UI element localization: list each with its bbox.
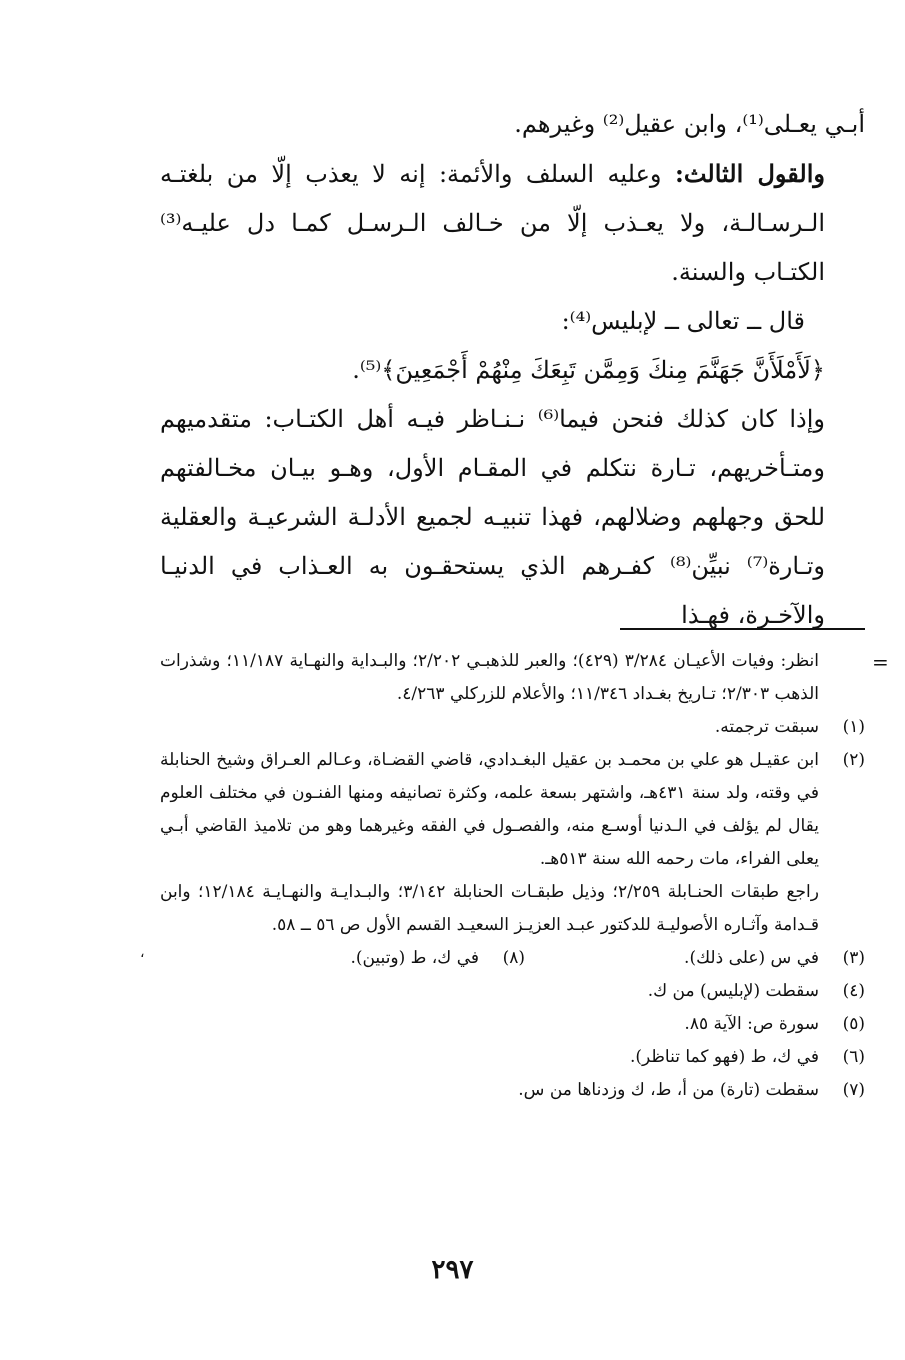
footnote-text: في ك، ط (فهو كما تناظر). <box>629 1047 819 1067</box>
footnote-number: (٦) <box>842 1047 865 1067</box>
footnote-text: سبقت ترجمته. <box>714 717 819 737</box>
footnotes <box>160 645 865 1107</box>
footnote-4 <box>160 975 865 1008</box>
main-text-body <box>160 100 865 640</box>
footnote-5 <box>160 1008 865 1041</box>
footnote-8 <box>185 942 525 975</box>
footnote-6 <box>160 1041 865 1074</box>
third-opinion-paragraph <box>160 149 865 297</box>
final-paragraph: وإذا كان كذلك فنحن فيما⁽⁶⁾ نـنـاظر فيـه أهل الكتـاب: متقدميهم ومتـأخريهم، تـارة نتكلم في المقـام الأول، وهـو بيـان مخـالفتهم للحق وجهلهم وضلالهم، فهذا تنبيـه لجميع الأدلـة الشرعيـة والعقلية وتـارة⁽⁷⁾ نبيِّن⁽⁸⁾ كفـرهم الذي يستحقـون به العـذاب في الدنيـا والآخـرة، فهـذا <box>160 405 826 629</box>
footnote-text: ابن عقيـل هو علي بن محمـد بن عقيل البغـدادي، قاضي القضـاة، وعـالم العـراق وشيخ الحنابلة في وقته، ولد سنة ٤٣١هـ، واشتهر بسعة علمه، وكثرة تصانيفه ومنها الفنـون في مختلف العلوم يقال لم يؤلف في الـدنيا أوسـع منه، والفصـول في الفقه وغيرهما وهو من تلاميذ القاضي أبـي يعلى الفراء، مات رحمه الله سنة ٥١٣هـ. <box>160 750 819 869</box>
qal-line: قال ــ تعالى ــ لإبليس⁽⁴⁾: <box>561 307 805 335</box>
footnote-text: في س (على ذلك). <box>684 948 819 968</box>
continuation-mark: = <box>872 650 889 674</box>
footnote-text: سقطت (لإبليس) من ك. <box>647 981 819 1001</box>
footnote-number: (٢) <box>842 750 865 770</box>
margin-mark: ، <box>140 945 145 961</box>
footnote-1 <box>160 711 865 744</box>
quran-verse: ﴿لَأَمْلَأَنَّ جَهَنَّمَ مِنكَ وَمِمَّن تَبِعَكَ مِنْهُمْ أَجْمَعِينَ﴾⁽⁵⁾. <box>352 356 825 384</box>
footnote-row-3-8 <box>160 942 865 975</box>
footnote-continued <box>160 645 865 711</box>
third-opinion-label: والقول الثالث: <box>674 159 825 188</box>
footnote-number: (٣) <box>842 948 865 968</box>
footnote-text: راجع طبقات الحنـابلة ٢/٢٥٩؛ وذيل طبقـات الحنابلة ٣/١٤٢؛ والبـدايـة والنهـايـة ١٢/١٨٤؛ وابن قـدامة وآثـاره الأصوليـة للدكتور عبـد العزيـز السعيـد القسم الأول ص ٥٦ ــ ٥٨. <box>160 882 819 935</box>
footnote-number: (٤) <box>842 981 865 1001</box>
footnote-text: سقطت (تارة) من أ، ط، ك وزدناها من س. <box>518 1080 819 1100</box>
footnote-number: (٧) <box>842 1080 865 1100</box>
footnote-text: سورة ص: الآية ٨٥. <box>684 1014 819 1034</box>
third-opinion-text: وعليه السلف والأئمة: إنه لا يعذب إلّا من بلغتـه الـرسـالـة، ولا يعـذب إلّا من خـالف الـرسـل كمـا دل عليـه⁽³⁾ الكتـاب والسنة. <box>160 160 825 286</box>
main-line-1: أبـي يعـلى⁽¹⁾، وابن عقيل⁽²⁾ وغيرهم. <box>514 110 865 138</box>
footnote-separator <box>620 628 865 630</box>
footnote-2-references <box>160 876 865 942</box>
footnote-2 <box>160 744 865 876</box>
footnote-continued-text: انظر: وفيات الأعيـان ٣/٢٨٤ (٤٢٩)؛ والعبر للذهبـي ٢/٢٠٢؛ والبـداية والنهـاية ١١/١٨٧؛ وشذرات الذهب ٢/٣٠٣؛ تـاريخ بغـداد ١١/٣٤٦؛ والأعلام للزركلي ٤/٢٦٣. <box>160 651 820 704</box>
page-number: ٢٩٧ <box>431 1255 474 1285</box>
footnote-7 <box>160 1074 865 1107</box>
footnote-number: (٥) <box>842 1014 865 1034</box>
footnote-text: في ك، ط (وتبين). <box>350 948 479 968</box>
footnote-3 <box>525 942 865 975</box>
footnote-number: (٨) <box>502 948 525 968</box>
footnote-number: (١) <box>842 717 865 737</box>
